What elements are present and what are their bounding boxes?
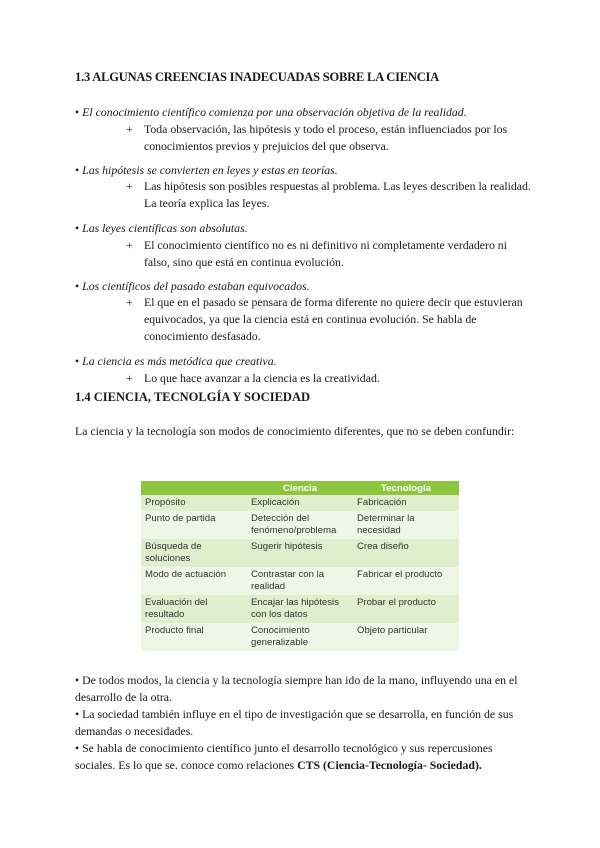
belief-statement	[75, 279, 310, 294]
table-header-ciencia: Ciencia	[247, 481, 353, 495]
paragraph	[75, 672, 535, 706]
table-row	[141, 567, 459, 595]
table-cell: Probar el producto	[353, 595, 459, 623]
plus-icon: +	[126, 238, 133, 252]
section-3-title: 1.3 ALGUNAS CREENCIAS INADECUADAS SOBRE LA CIENCIA	[75, 70, 440, 84]
table-header-empty	[141, 481, 247, 495]
table-cell: Propósito	[141, 495, 247, 511]
plus-icon: +	[126, 295, 133, 309]
table-cell: Producto final	[141, 623, 247, 651]
table-cell: Modo de actuación	[141, 567, 247, 595]
belief-statement-text: Las leyes científicas son absolutas.	[82, 221, 248, 235]
belief-statement	[75, 221, 248, 236]
bullet-marker: •	[75, 741, 83, 755]
cts-highlight: CTS (Ciencia-Tecnología- Sociedad).	[297, 758, 482, 772]
bullet-marker: •	[75, 707, 83, 721]
belief-response-text: El que en el pasado se pensara de forma diferente no quiere decir que estuvieran equivocados, ya que la ciencia está en continua evolución. Se habla de conocimiento desfasado.	[144, 295, 523, 343]
belief-response	[126, 121, 531, 155]
belief-statement	[75, 163, 338, 178]
belief-response	[126, 370, 531, 387]
belief-statement	[75, 354, 277, 369]
bullet-marker: •	[75, 354, 80, 368]
plus-icon: +	[126, 122, 133, 136]
belief-statement	[75, 105, 467, 120]
paragraph-text: Se habla de conocimiento científico junto el desarrollo tecnológico y sus repercusiones sociales. Es lo que se. conoce como relaciones	[75, 741, 493, 772]
belief-response	[126, 237, 531, 271]
section-4-title: 1.4 CIENCIA, TECNOLGÍA Y SOCIEDAD	[75, 390, 310, 404]
table-row	[141, 495, 459, 511]
plus-icon: +	[126, 371, 133, 385]
plus-icon: +	[126, 179, 133, 193]
table-cell: Objeto particular	[353, 623, 459, 651]
table-row	[141, 623, 459, 651]
bullet-marker: •	[75, 221, 80, 235]
table-row	[141, 539, 459, 567]
belief-statement-text: Los científicos del pasado estaban equivocados.	[82, 279, 310, 293]
bullet-marker: •	[75, 163, 80, 177]
table-cell: Encajar las hipótesis con los datos	[247, 595, 353, 623]
belief-statement-text: La ciencia es más metódica que creativa.	[82, 354, 277, 368]
section-4-intro: La ciencia y la tecnología son modos de conocimiento diferentes, que no se deben confundir:	[75, 424, 515, 438]
belief-response-text: El conocimiento científico no es ni definitivo ni completamente verdadero ni falso, sino que está en continua evolución.	[144, 238, 507, 269]
paragraph	[75, 706, 535, 740]
science-technology-table	[141, 481, 459, 651]
belief-statement-text: Las hipótesis se convierten en leyes y estas en teorías.	[82, 163, 338, 177]
belief-response-text: Toda observación, las hipótesis y todo el proceso, están influenciados por los conocimientos previos y prejuicios del que observa.	[144, 122, 508, 153]
table-header-tecnologia: Tecnología	[353, 481, 459, 495]
table-cell: Evaluación del resultado	[141, 595, 247, 623]
table-header-row	[141, 481, 459, 495]
table-row	[141, 595, 459, 623]
table-row	[141, 511, 459, 539]
paragraph-text: La sociedad también influye en el tipo de investigación que se desarrolla, en función de sus demandas o necesidades.	[75, 707, 514, 738]
bullet-marker: •	[75, 105, 80, 119]
bullet-marker: •	[75, 279, 80, 293]
table-cell: Explicación	[247, 495, 353, 511]
table-cell: Fabricación	[353, 495, 459, 511]
belief-statement-text: El conocimiento científico comienza por una observación objetiva de la realidad.	[82, 105, 467, 119]
table-cell: Punto de partida	[141, 511, 247, 539]
belief-response	[126, 294, 531, 345]
table-cell: Determinar la necesidad	[353, 511, 459, 539]
table-cell: Contrastar con la realidad	[247, 567, 353, 595]
table-cell: Fabricar el producto	[353, 567, 459, 595]
table-cell: Detección del fenómeno/problema	[247, 511, 353, 539]
bullet-marker: •	[75, 673, 83, 687]
table-cell: Sugerir hipótesis	[247, 539, 353, 567]
paragraph	[75, 740, 535, 774]
table-cell: Conocimiento generalizable	[247, 623, 353, 651]
table-cell: Búsqueda de soluciones	[141, 539, 247, 567]
belief-response-text: Lo que hace avanzar a la ciencia es la creatividad.	[144, 371, 380, 385]
table-cell: Crea diseño	[353, 539, 459, 567]
belief-response	[126, 178, 531, 212]
belief-response-text: Las hipótesis son posibles respuestas al problema. Las leyes describen la realidad. La teoría explica las leyes.	[144, 179, 531, 210]
paragraph-text: De todos modos, la ciencia y la tecnología siempre han ido de la mano, influyendo una en el desarrollo de la otra.	[75, 673, 518, 704]
